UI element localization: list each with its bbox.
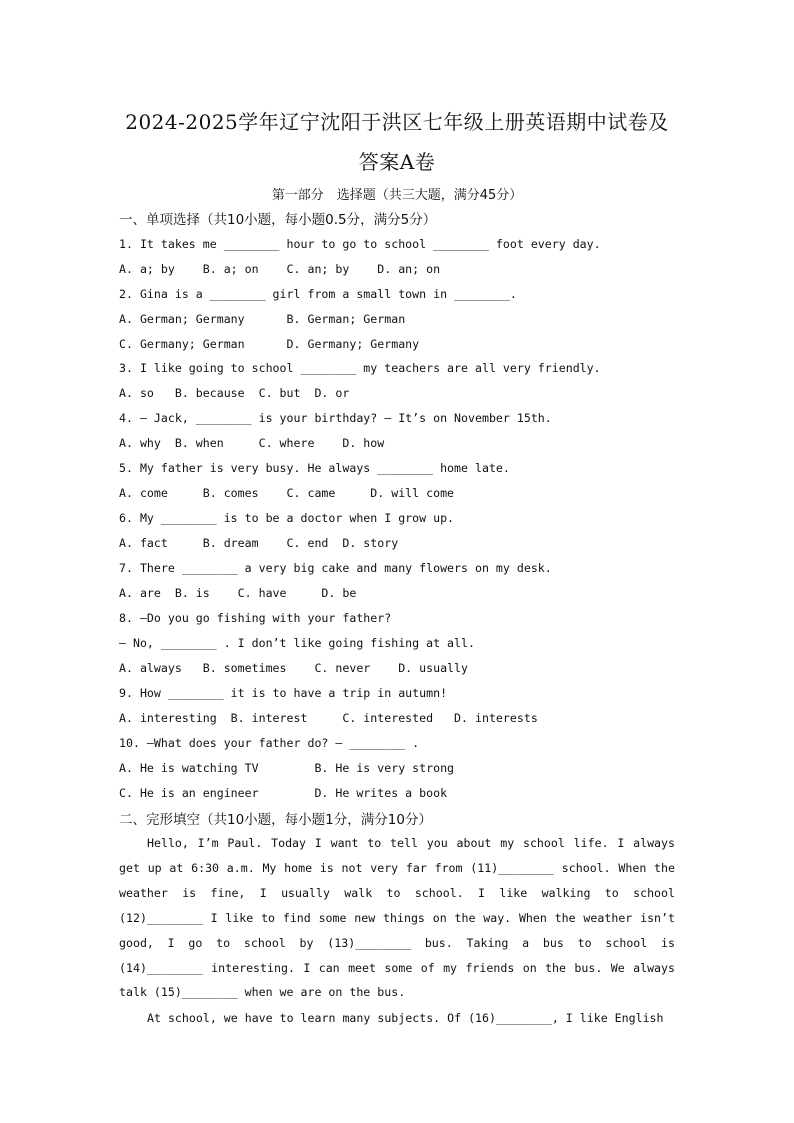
question-line: 3. I like going to school ________ my teachers are all very friendly. [119, 361, 601, 375]
question-line: 4. — Jack, ________ is your birthday? — It’s on November 15th. [119, 411, 552, 425]
section1-header: 一、单项选择（共10小题，每小题0.5分，满分5分） [119, 212, 437, 228]
question-line: A. German; Germany B. German; German [119, 312, 406, 326]
document-title-line1: 2024-2025学年辽宁沈阳于洪区七年级上册英语期中试卷及 [125, 110, 669, 134]
cloze-paragraph-1 [119, 831, 675, 1005]
cloze-paragraph-2-text: At school, we have to learn many subjects. Of (16)________, I like English [147, 1011, 664, 1025]
document-title-line2: 答案A卷 [358, 150, 436, 174]
question-line: A. always B. sometimes C. never D. usually [119, 661, 469, 675]
question-line: A. fact B. dream C. end D. story [119, 536, 399, 550]
question-line: A. a; by B. a; on C. an; by D. an; on [119, 262, 441, 276]
cloze-paragraph-2 [119, 1006, 675, 1031]
question-line: 9. How ________ it is to have a trip in autumn! [119, 686, 448, 700]
question-line: A. so B. because C. but D. or [119, 386, 350, 400]
question-line: 1. It takes me ________ hour to go to school ________ foot every day. [119, 237, 601, 251]
question-line: 2. Gina is a ________ girl from a small town in ________. [119, 287, 517, 301]
question-line: C. Germany; German D. Germany; Germany [119, 337, 420, 351]
section2-header: 二、完形填空（共10小题，每小题1分，满分10分） [119, 812, 432, 828]
question-line: A. He is watching TV B. He is very strong [119, 761, 455, 775]
question-line: 7. There ________ a very big cake and many flowers on my desk. [119, 561, 552, 575]
part1-header: 第一部分 选择题（共三大题，满分45分） [271, 188, 523, 203]
question-line: — No, ________ . I don’t like going fishing at all. [119, 636, 475, 650]
question-line: 5. My father is very busy. He always ________ home late. [119, 461, 510, 475]
question-line: A. interesting B. interest C. interested D. interests [119, 711, 538, 725]
cloze-paragraph-1-text: Hello, I’m Paul. Today I want to tell you about my school life. I always get up at 6:30 a.m. My home is not very far from (11)________ school. When the weather is fine, I usually walk to school. I like walking to school (12)________ I like to find some new things on the way. When the weather isn’t good, I go to school by (13)________ bus. Taking a bus to school is (14)________ interesting. I can meet some of my friends on the bus. We always talk (15)________ when we are on the bus. [119, 836, 675, 1000]
question-line: A. are B. is C. have D. be [119, 586, 357, 600]
question-line: A. come B. comes C. came D. will come [119, 486, 455, 500]
question-line: 10. —What does your father do? — ________ . [119, 736, 420, 750]
question-line: A. why B. when C. where D. how [119, 436, 385, 450]
question-line: C. He is an engineer D. He writes a book [119, 786, 448, 800]
question-line: 6. My ________ is to be a doctor when I grow up. [119, 511, 455, 525]
question-line: 8. —Do you go fishing with your father? [119, 611, 392, 625]
